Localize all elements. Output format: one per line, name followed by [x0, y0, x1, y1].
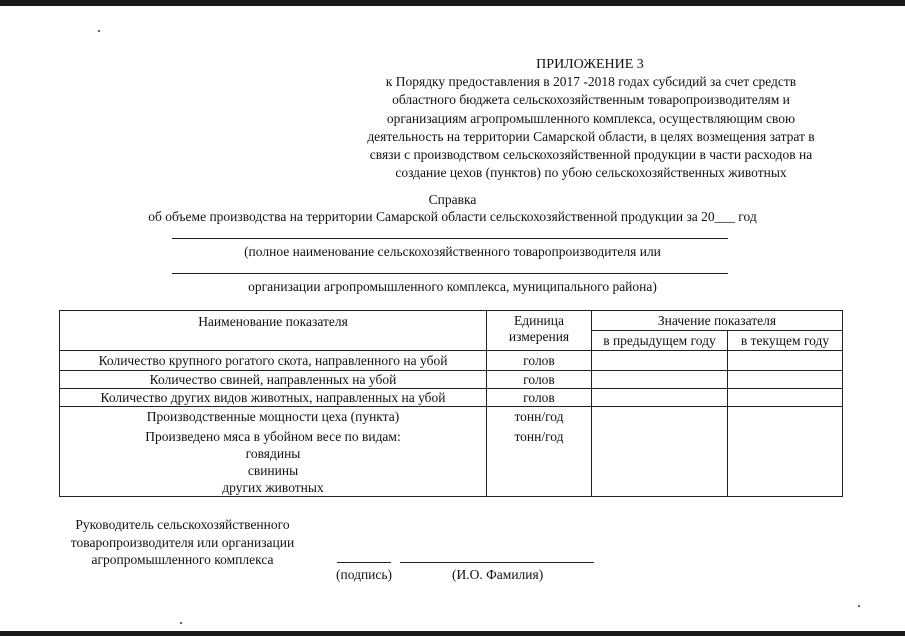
row-curr-value[interactable] [728, 351, 843, 371]
scan-speck [98, 30, 100, 32]
meat-kind: других животных [222, 479, 324, 495]
meat-heading: Произведено мяса в убойном весе по видам: [145, 428, 401, 444]
producer-name-line-2 [172, 273, 728, 274]
appendix-line: к Порядку предоставления в 2017 -2018 годах субсидий за счет средств [385, 74, 797, 89]
producer-caption-2: организации агропромышленного комплекса, муниципального района) [248, 279, 657, 294]
row-name: Количество свиней, направленных на убой [60, 371, 487, 389]
row-unit: тонн/год [487, 407, 592, 426]
row-unit: голов [487, 389, 592, 407]
row-unit: голов [487, 351, 592, 371]
appendix-line: деятельность на территории Самарской области, в целях возмещения затрат в [367, 128, 815, 144]
table-row [60, 407, 843, 426]
row-unit: голов [487, 371, 592, 389]
header-name: Наименование показателя [60, 311, 487, 351]
certificate-subtitle: об объеме производства на территории Самарской области сельскохозяйственной продукции за 20___ год [148, 209, 757, 224]
certificate-title: Справка [428, 192, 477, 207]
producer-caption-1: (полное наименование сельскохозяйственного товаропроизводителя или [244, 244, 661, 259]
row-name: Количество крупного рогатого скота, направленного на убой [60, 351, 487, 371]
meat-kind: говядины [245, 445, 301, 461]
table-row [60, 389, 843, 407]
row-name: Количество других видов животных, направленных на убой [60, 389, 487, 407]
header-unit: Единица измерения [487, 311, 592, 351]
row-curr-value[interactable] [728, 407, 843, 426]
row-prev-value[interactable] [592, 389, 728, 407]
table-row [60, 371, 843, 389]
row-prev-value[interactable] [592, 407, 728, 426]
row-prev-value[interactable] [592, 371, 728, 389]
signature-label: (подпись) [336, 567, 393, 582]
scan-speck [858, 605, 860, 607]
signatory-role-line: агропромышленного комплекса [91, 552, 274, 567]
header-curr-year: в текущем году [728, 331, 843, 351]
top-scan-edge [0, 0, 905, 6]
header-value: Значение показателя [592, 311, 843, 331]
row-curr-value[interactable] [728, 426, 843, 497]
row-curr-value[interactable] [728, 371, 843, 389]
indicators-table [59, 310, 843, 497]
header-prev-year: в предыдущем году [592, 331, 728, 351]
signatory-role [50, 516, 315, 569]
signatory-role-line: Руководитель сельскохозяйственного [75, 517, 290, 532]
bottom-scan-edge [0, 631, 905, 636]
table-row [60, 426, 843, 497]
appendix-body [330, 73, 852, 183]
appendix-title: ПРИЛОЖЕНИЕ 3 [536, 57, 644, 72]
table-row [60, 351, 843, 371]
appendix-line: создание цехов (пунктов) по убою сельскохозяйственных животных [395, 165, 787, 181]
scan-speck [180, 622, 182, 624]
appendix-line: связи с производством сельскохозяйственной продукции в части расходов на [369, 147, 813, 163]
table-header-row [60, 311, 843, 331]
row-name: Производственные мощности цеха (пункта) [60, 407, 487, 426]
meat-kind: свинины [247, 462, 299, 478]
row-unit: тонн/год [487, 426, 592, 497]
appendix-line: организациям агропромышленного комплекса, осуществляющим свою [386, 110, 796, 126]
row-prev-value[interactable] [592, 351, 728, 371]
row-curr-value[interactable] [728, 389, 843, 407]
appendix-line: областного бюджета сельскохозяйственным товаропроизводителям и [392, 92, 790, 108]
row-prev-value[interactable] [592, 426, 728, 497]
signature-line[interactable] [337, 562, 391, 563]
full-name-line[interactable] [400, 562, 594, 563]
full-name-label: (И.О. Фамилия) [452, 567, 544, 582]
meat-cell [60, 426, 487, 497]
signatory-role-line: товаропроизводителя или организации [70, 534, 295, 550]
producer-name-line [172, 238, 728, 239]
